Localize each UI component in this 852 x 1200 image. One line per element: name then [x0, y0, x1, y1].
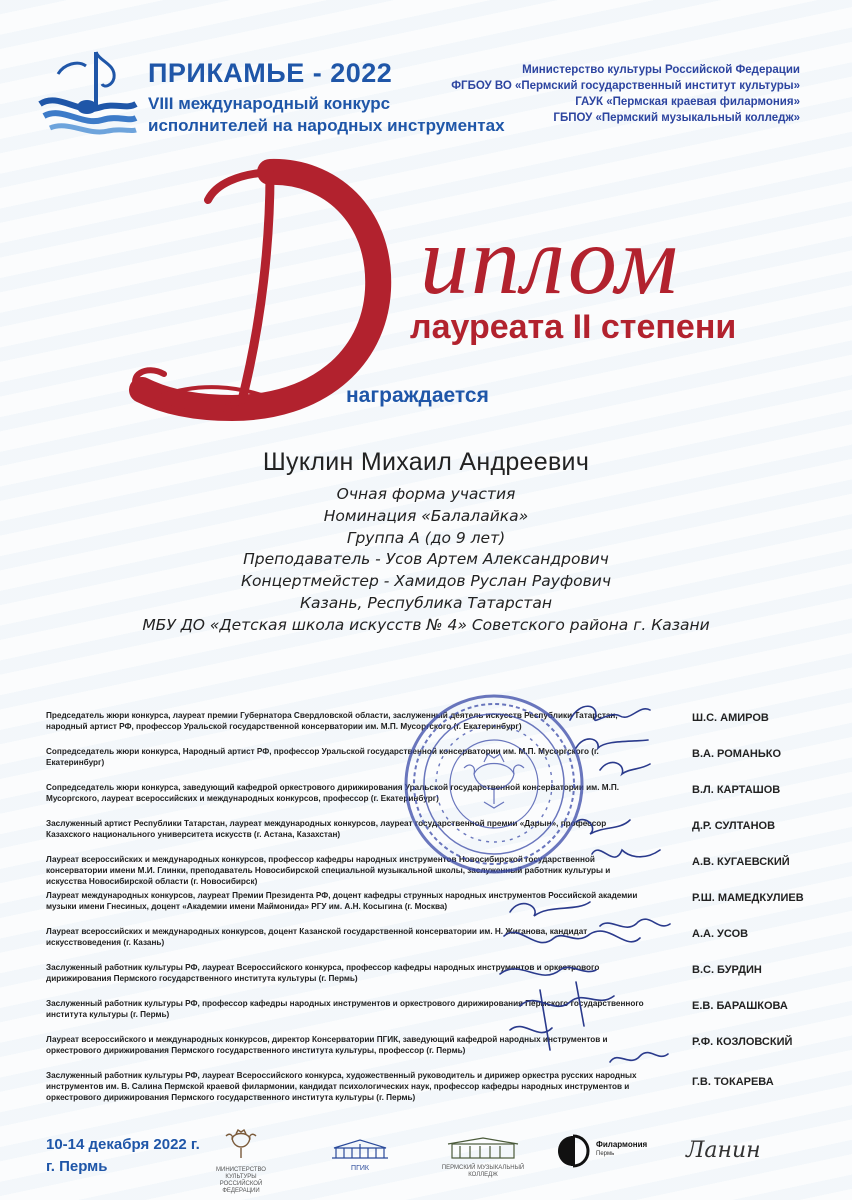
philharmonic-emblem-icon: [556, 1134, 590, 1168]
jury-name: Ш.С. АМИРОВ: [692, 712, 769, 724]
contest-subtitle-line-2: исполнителей на народных инструментах: [148, 116, 505, 135]
jury-description: Заслуженный артист Республики Татарстан, лауреат международных конкурсов, лауреат государственной премии «Дарын», профессор Казахского национального университета искусств (г. Астана, Казахстан): [46, 819, 607, 839]
jury-signatures-icon: [480, 690, 680, 1090]
pgik-logo-text: ПГИК: [351, 1165, 369, 1172]
jury-name: В.С. БУРДИН: [692, 964, 762, 976]
jury-description: Лауреат всероссийского и международных конкурсов, директор Консерватории ПГИК, заведующий кафедрой народных инструментов и оркестрового дирижирования Пермского государственного института культуры, профессор (г. Пермь): [46, 1035, 608, 1055]
nomination: Номинация «Балалайка»: [323, 506, 529, 525]
jury-description: Лауреат всероссийских и международных конкурсов, профессор кафедры народных инструментов Новосибирской государственной консерватории имени М.И. Глинки, преподаватель Новосибирской специальной музыкальной школы, заслуженный работник культуры и искусства Новосибирской области (г. Новосибирск): [46, 855, 611, 886]
jury-name: А.В. КУГАЕВСКИЙ: [692, 856, 790, 868]
lanin-logo: [686, 1138, 761, 1163]
philharmonic-logo-subtext: Пермь: [596, 1151, 615, 1157]
organizer-philharmonic: ГАУК «Пермская краевая филармония»: [575, 96, 800, 108]
laureate-degree: лауреата II степени: [410, 308, 737, 346]
age-group: Группа А (до 9 лет): [346, 528, 506, 547]
jury-description: Председатель жюри конкурса, лауреат премии Губернатора Свердловской области, заслуженный деятель искусств Республики Татарстан, народный артист РФ, профессор Уральской государственной консерватории им. М.П. Мусоргского (г. Екатеринбург): [46, 711, 618, 731]
jury-description: Лауреат международных конкурсов, лауреат Премии Президента РФ, доцент кафедры струнных народных инструментов Российской академии музыки имени Гнесиных, доцент «Академии имени Маймонида» РГУ им. А.Н. Косыгина (г. Москва): [46, 891, 638, 911]
jury-name: Р.Ш. МАМЕДКУЛИЕВ: [692, 892, 804, 904]
organizer-institute: ФГБОУ ВО «Пермский государственный институт культуры»: [451, 80, 800, 92]
pgik-logo: [328, 1138, 392, 1172]
jury-name: Г.В. ТОКАРЕВА: [692, 1076, 774, 1088]
jury-name: Р.Ф. КОЗЛОВСКИЙ: [692, 1036, 793, 1048]
teacher: Преподаватель - Усов Артем Александрович: [243, 550, 609, 569]
college-logo: [438, 1136, 528, 1179]
jury-name: В.Л. КАРТАШОВ: [692, 784, 781, 796]
jury-name: Д.Р. СУЛТАНОВ: [692, 820, 776, 832]
contest-logo-icon: [38, 44, 138, 139]
jury-description: Сопредседатель жюри конкурса, Народный артист РФ, профессор Уральской государственной консерватории им. М.П. Мусоргского (г. Екатеринбург): [46, 747, 599, 767]
awarded-label: награждается: [346, 384, 489, 407]
lanin-logo-text: Ланин: [686, 1138, 761, 1163]
organizer-ministry: Министерство культуры Российской Федерации: [522, 64, 800, 76]
accompanist: Концертмейстер - Хамидов Руслан Рауфович: [240, 572, 612, 591]
jury-description: Заслуженный работник культуры РФ, лауреат Всероссийского конкурса, профессор кафедры народных инструментов и оркестрового дирижирования Пермского государственного института культуры (г. Пермь): [46, 963, 600, 983]
organizer-college: ГБПОУ «Пермский музыкальный колледж»: [553, 112, 800, 124]
ministry-emblem-icon: [206, 1128, 276, 1162]
jury-description: Заслуженный работник культуры РФ, профессор кафедры народных инструментов и оркестрового дирижирования Пермского государственного института культуры (г. Пермь): [46, 999, 644, 1019]
pgik-building-icon: [328, 1138, 392, 1160]
recipient-details: [0, 484, 852, 637]
college-building-icon: [438, 1136, 528, 1160]
event-dates: 10-14 декабря 2022 г.: [46, 1136, 200, 1153]
recipient-name: Шуклин Михаил Андреевич: [262, 448, 590, 476]
jury-name: А.А. УСОВ: [692, 928, 749, 940]
diploma-heading: иплом: [420, 207, 680, 315]
contest-title: ПРИКАМЬЕ - 2022: [148, 58, 393, 88]
city: Казань, Республика Татарстан: [300, 593, 552, 612]
jury-description: Лауреат всероссийских и международных конкурсов, доцент Казанской государственной консерватории им. Н. Жиганова, кандидат искусствоведения (г. Казань): [46, 927, 588, 947]
ministry-logo-text: МИНИСТЕРСТВО КУЛЬТУРЫ РОССИЙСКОЙ ФЕДЕРАЦИИ: [216, 1167, 266, 1194]
jury-description: Заслуженный работник культуры РФ, лауреат Всероссийского конкурса, художественный руководитель и дирижер оркестра русских народных инструментов им. В. Салина Пермской краевой филармонии, кандидат психологических наук, профессор кафедры народных инструментов и оркестрового дирижирования Пермского государственного института культуры (г. Пермь): [46, 1071, 637, 1102]
philharmonic-logo-text: Филармония: [596, 1140, 648, 1149]
school: МБУ ДО «Детская школа искусств № 4» Советского района г. Казани: [142, 615, 710, 634]
participation-form: Очная форма участия: [336, 485, 516, 503]
jury-description: Сопредседатель жюри конкурса, заведующий кафедрой оркестрового дирижирования Уральской государственной консерватории им. М.П. Мусоргского, лауреат всероссийских и международных конкурсов, профессор (г. Екатеринбург): [46, 783, 620, 803]
college-logo-text: ПЕРМСКИЙ МУЗЫКАЛЬНЫЙ КОЛЛЕДЖ: [441, 1165, 525, 1178]
jury-name: В.А. РОМАНЬКО: [692, 748, 782, 760]
organizers-list: [451, 62, 800, 126]
ministry-logo: [206, 1128, 276, 1195]
philharmonic-logo: [556, 1132, 646, 1172]
contest-subtitle-line-1: VIII международный конкурс: [148, 94, 391, 113]
jury-name: Е.В. БАРАШКОВА: [692, 1000, 788, 1012]
event-city: г. Пермь: [46, 1158, 108, 1175]
